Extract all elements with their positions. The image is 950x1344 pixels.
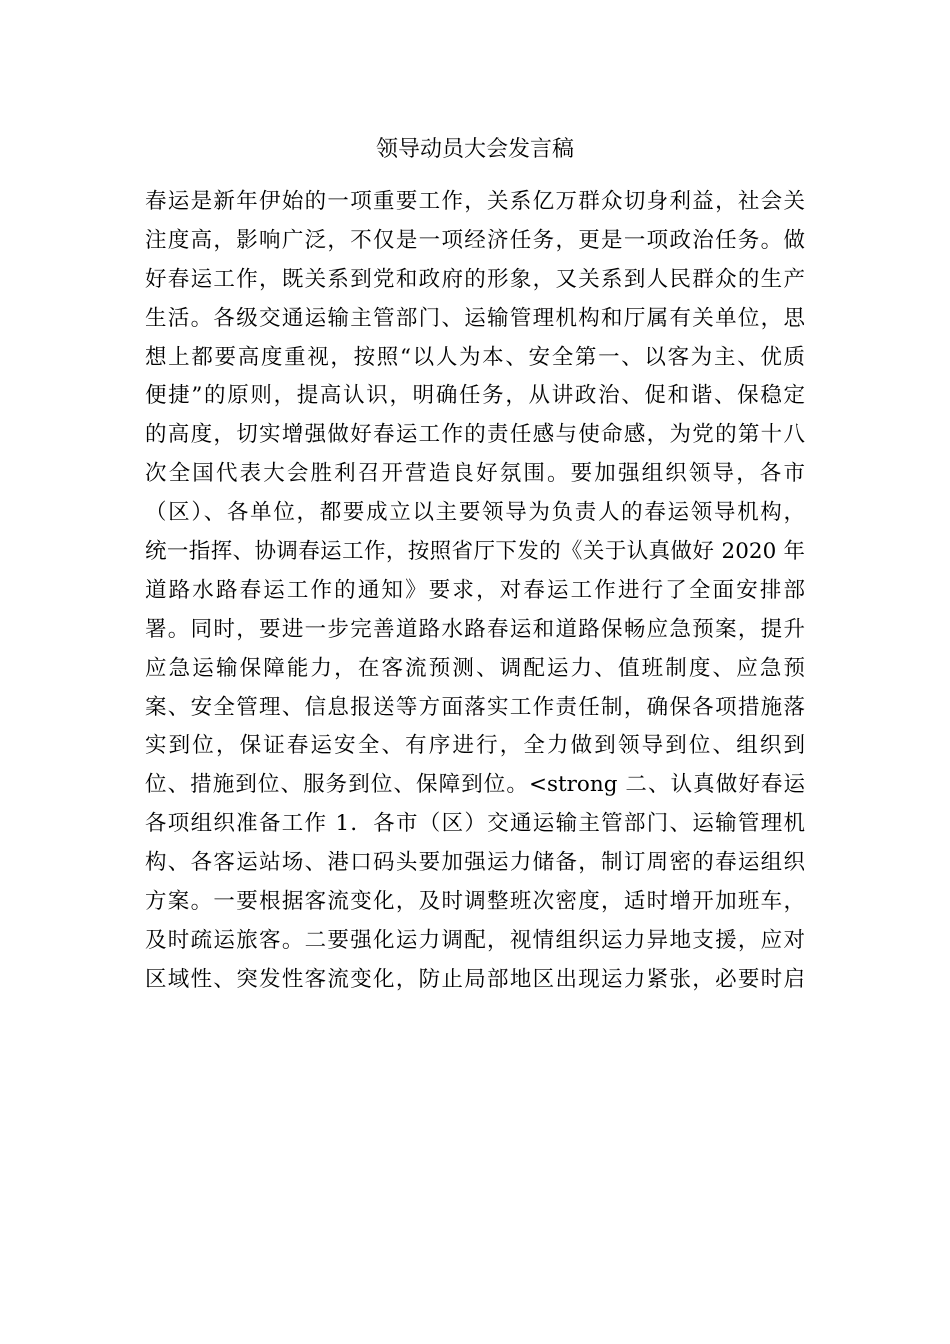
body-line: 注度高，影响广泛，不仅是一项经济任务，更是一项政治任务。做 <box>145 227 805 253</box>
body-line: 春运是新年伊始的一项重要工作，关系亿万群众切身利益，社会关 <box>145 189 805 214</box>
body-line: 署。同时，要进一步完善道路水路春运和道路保畅应急预案，提升 <box>145 616 805 642</box>
body-line: 方案。一要根据客流变化，及时调整班次密度，适时增开加班车， <box>145 889 805 915</box>
body-line: 统一指挥、协调春运工作，按照省厅下发的《关于认真做好 2020 年 <box>145 539 805 565</box>
body-line: 各项组织准备工作 1．各市（区）交通运输主管部门、运输管理机 <box>145 811 805 837</box>
document-body <box>145 183 805 1000</box>
document-title: 领导动员大会发言稿 <box>375 137 574 162</box>
body-line: 想上都要高度重视，按照“以人为本、安全第一、以客为主、优质 <box>145 344 805 370</box>
body-line: 应急运输保障能力，在客流预测、调配运力、值班制度、应急预 <box>145 655 805 681</box>
body-line: 次全国代表大会胜利召开营造良好氛围。要加强组织领导，各市 <box>145 461 805 487</box>
body-line: 区域性、突发性客流变化，防止局部地区出现运力紧张，必要时启 <box>145 966 805 992</box>
body-line: 的高度，切实增强做好春运工作的责任感与使命感，为党的第十八 <box>145 422 805 448</box>
body-line: 便捷”的原则，提高认识，明确任务，从讲政治、促和谐、保稳定 <box>145 383 805 409</box>
body-line: 生活。各级交通运输主管部门、运输管理机构和厅属有关单位，思 <box>145 305 805 331</box>
body-line: 及时疏运旅客。二要强化运力调配，视情组织运力异地支援，应对 <box>145 927 805 953</box>
body-line: 案、安全管理、信息报送等方面落实工作责任制，确保各项措施落 <box>145 694 805 720</box>
body-line: 构、各客运站场、港口码头要加强运力储备，制订周密的春运组织 <box>145 850 805 876</box>
body-line: 位、措施到位、服务到位、保障到位。<strong 二、认真做好春运 <box>145 772 805 798</box>
body-line: 实到位，保证春运安全、有序进行，全力做到领导到位、组织到 <box>145 733 805 759</box>
body-line: （区）、各单位，都要成立以主要领导为负责人的春运领导机构， <box>145 500 805 526</box>
body-line: 好春运工作，既关系到党和政府的形象，又关系到人民群众的生产 <box>145 266 805 292</box>
body-line: 道路水路春运工作的通知》要求，对春运工作进行了全面安排部 <box>145 577 805 603</box>
